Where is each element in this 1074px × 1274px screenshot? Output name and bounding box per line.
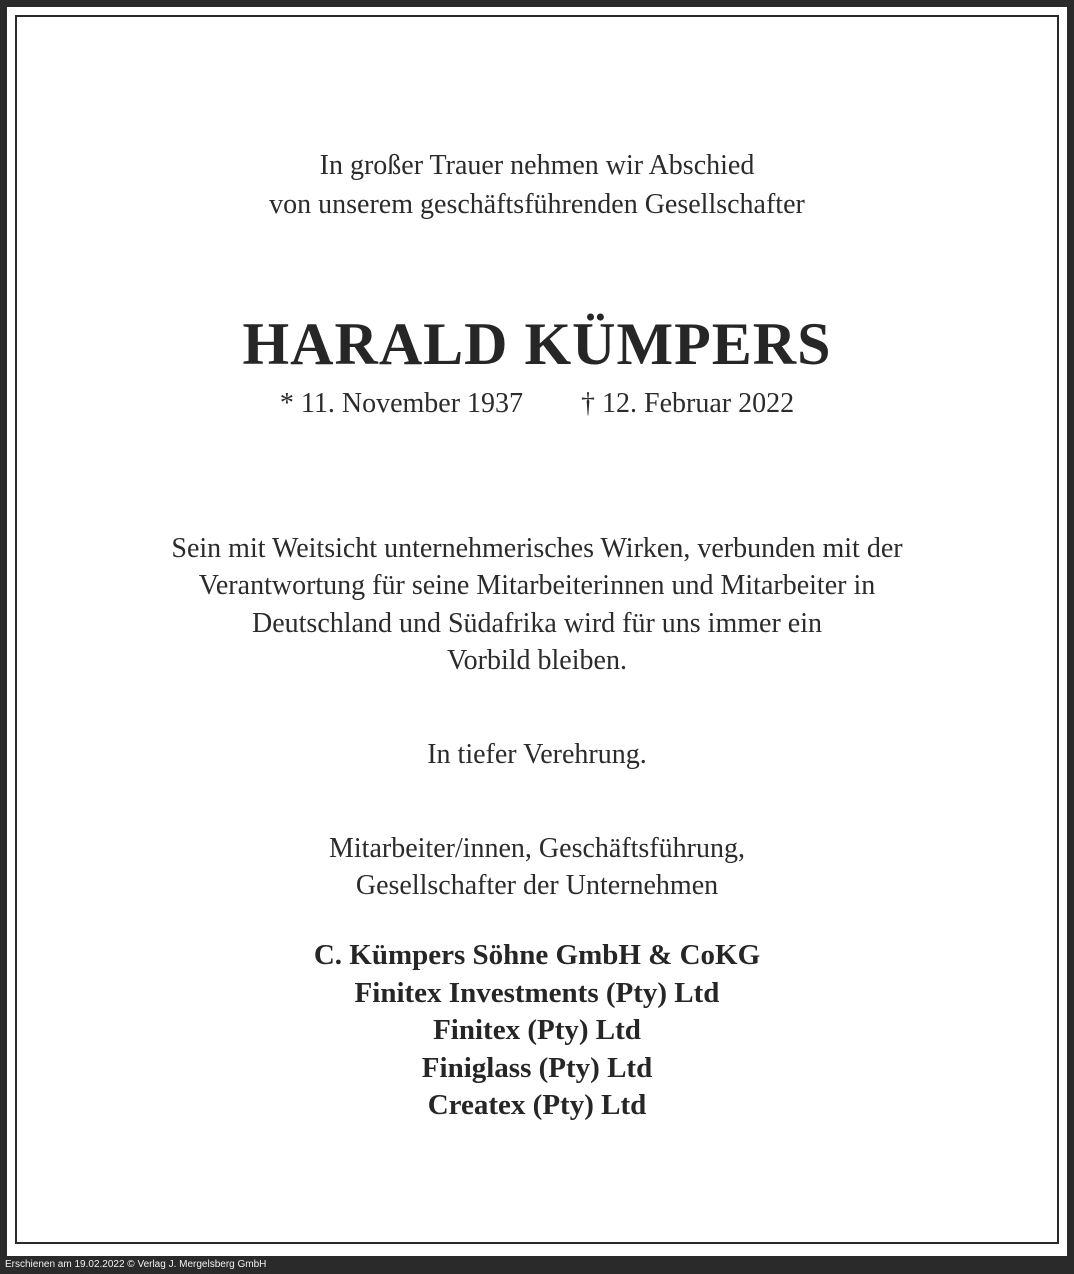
company-name: Finiglass (Pty) Ltd xyxy=(421,1052,653,1084)
tribute-line-1: Sein mit Weitsicht unternehmerisches Wirken, verbunden mit der xyxy=(171,533,903,564)
tribute-line-2: Verantwortung für seine Mitarbeiterinnen und Mitarbeiter in xyxy=(198,570,876,601)
tribute-line-3: Deutschland und Südafrika wird für uns immer ein xyxy=(252,608,822,639)
closing-line: In tiefer Verehrung. xyxy=(427,739,647,770)
deceased-name: HARALD KÜMPERS xyxy=(242,311,832,377)
intro-line-1: In großer Trauer nehmen wir Abschied xyxy=(319,150,755,181)
signatories-line-1: Mitarbeiter/innen, Geschäftsführung, xyxy=(329,833,745,864)
publication-footer: Erschienen am 19.02.2022 © Verlag J. Mergelsberg GmbH xyxy=(0,1256,1074,1274)
birth-date: * 11. November 1937 xyxy=(279,388,524,419)
company-name: Createx (Pty) Ltd xyxy=(427,1089,647,1121)
death-date: † 12. Februar 2022 xyxy=(581,388,795,419)
tribute-line-4: Vorbild bleiben. xyxy=(447,645,627,676)
company-name: Finitex Investments (Pty) Ltd xyxy=(354,977,720,1009)
company-name: Finitex (Pty) Ltd xyxy=(433,1014,641,1046)
intro-line-2: von unserem geschäftsführenden Gesellschafter xyxy=(269,189,805,220)
company-name: C. Kümpers Söhne GmbH & CoKG xyxy=(313,939,761,971)
life-dates xyxy=(0,388,1074,420)
signatories-line-2: Gesellschafter der Unternehmen xyxy=(355,870,719,901)
